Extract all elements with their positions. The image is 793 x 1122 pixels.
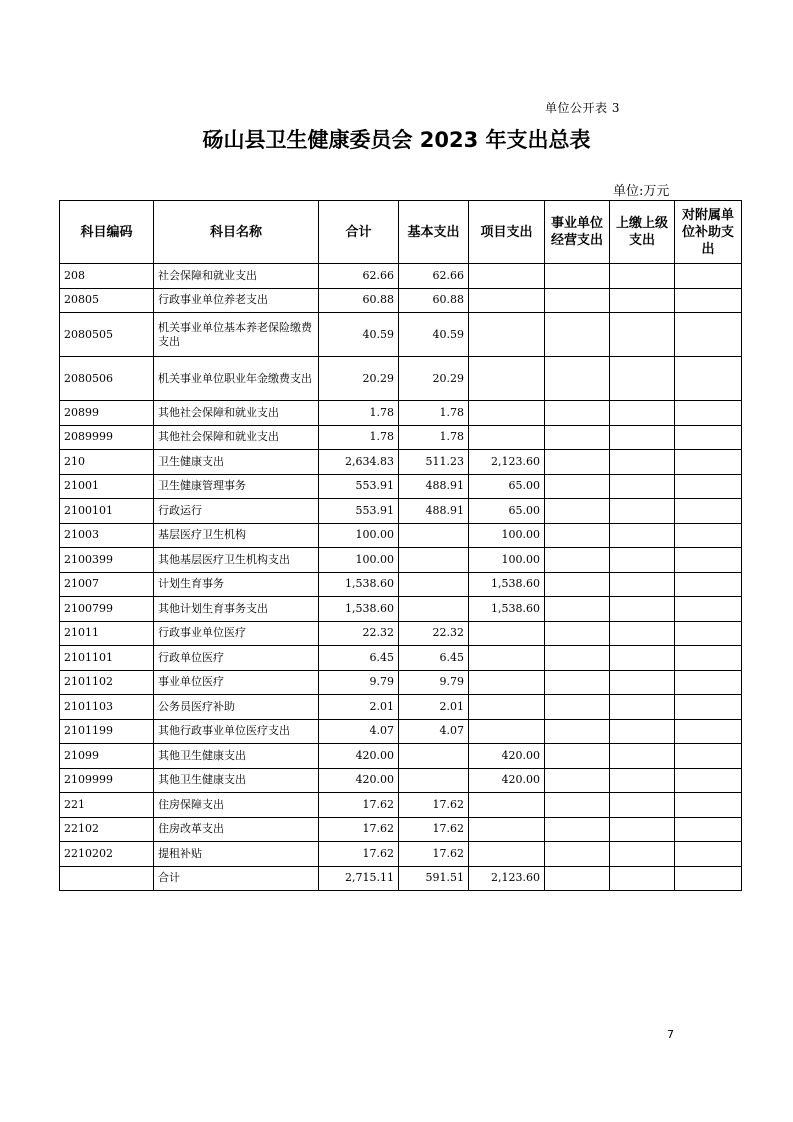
page-title: 砀山县卫生健康委员会 2023 年支出总表 xyxy=(202,128,591,152)
cell-name: 其他行政事业单位医疗支出 xyxy=(154,719,319,744)
cell-project: 65.00 xyxy=(469,474,545,499)
cell-project: 100.00 xyxy=(469,548,545,573)
cell-basic: 17.62 xyxy=(399,793,469,818)
cell-subsidy xyxy=(675,793,742,818)
cell-basic xyxy=(399,744,469,769)
cell-subsidy xyxy=(675,425,742,450)
cell-subsidy xyxy=(675,523,742,548)
cell-code: 2101199 xyxy=(60,719,154,744)
cell-project xyxy=(469,621,545,646)
cell-project: 100.00 xyxy=(469,523,545,548)
cell-subsidy xyxy=(675,817,742,842)
cell-project xyxy=(469,670,545,695)
cell-code: 221 xyxy=(60,793,154,818)
cell-project xyxy=(469,425,545,450)
cell-total: 17.62 xyxy=(319,817,399,842)
cell-operating xyxy=(545,768,610,793)
table-row xyxy=(60,597,742,622)
table-row xyxy=(60,450,742,475)
cell-subsidy xyxy=(675,670,742,695)
cell-basic: 488.91 xyxy=(399,474,469,499)
table-row xyxy=(60,621,742,646)
cell-basic: 62.66 xyxy=(399,264,469,289)
table-row xyxy=(60,793,742,818)
cell-project xyxy=(469,646,545,671)
cell-operating xyxy=(545,670,610,695)
page-number: 7 xyxy=(667,1028,674,1041)
column-header-total: 合计 xyxy=(319,201,399,264)
cell-code: 21007 xyxy=(60,572,154,597)
table-row xyxy=(60,357,742,401)
cell-name: 其他卫生健康支出 xyxy=(154,768,319,793)
cell-operating xyxy=(545,450,610,475)
table-row xyxy=(60,572,742,597)
cell-project: 420.00 xyxy=(469,744,545,769)
cell-subsidy xyxy=(675,357,742,401)
column-header-basic: 基本支出 xyxy=(399,201,469,264)
cell-upper xyxy=(610,264,675,289)
cell-name: 其他社会保障和就业支出 xyxy=(154,425,319,450)
cell-operating xyxy=(545,288,610,313)
column-header-code: 科目编码 xyxy=(60,201,154,264)
cell-code xyxy=(60,866,154,891)
cell-project: 2,123.60 xyxy=(469,866,545,891)
cell-project: 420.00 xyxy=(469,768,545,793)
cell-upper xyxy=(610,499,675,524)
table-row xyxy=(60,670,742,695)
cell-name: 行政事业单位养老支出 xyxy=(154,288,319,313)
cell-operating xyxy=(545,793,610,818)
cell-operating xyxy=(545,357,610,401)
cell-subsidy xyxy=(675,288,742,313)
table-row xyxy=(60,401,742,426)
cell-upper xyxy=(610,793,675,818)
cell-name: 事业单位医疗 xyxy=(154,670,319,695)
cell-name: 住房改革支出 xyxy=(154,817,319,842)
cell-operating xyxy=(545,646,610,671)
cell-code: 21003 xyxy=(60,523,154,548)
cell-name: 其他计划生育事务支出 xyxy=(154,597,319,622)
cell-project xyxy=(469,264,545,289)
cell-basic xyxy=(399,597,469,622)
table-row xyxy=(60,523,742,548)
cell-basic: 22.32 xyxy=(399,621,469,646)
cell-name: 卫生健康支出 xyxy=(154,450,319,475)
column-header-project: 项目支出 xyxy=(469,201,545,264)
cell-upper xyxy=(610,523,675,548)
cell-upper xyxy=(610,866,675,891)
cell-subsidy xyxy=(675,450,742,475)
cell-name: 基层医疗卫生机构 xyxy=(154,523,319,548)
cell-code: 21001 xyxy=(60,474,154,499)
cell-name: 机关事业单位基本养老保险缴费支出 xyxy=(154,313,319,357)
cell-upper xyxy=(610,401,675,426)
unit-label: 单位:万元 xyxy=(613,184,670,199)
cell-basic xyxy=(399,548,469,573)
cell-operating xyxy=(545,572,610,597)
cell-subsidy xyxy=(675,597,742,622)
table-body xyxy=(60,264,742,891)
cell-subsidy xyxy=(675,499,742,524)
cell-project: 65.00 xyxy=(469,499,545,524)
cell-upper xyxy=(610,621,675,646)
cell-basic: 4.07 xyxy=(399,719,469,744)
cell-subsidy xyxy=(675,621,742,646)
cell-code: 208 xyxy=(60,264,154,289)
cell-code: 2101101 xyxy=(60,646,154,671)
cell-operating xyxy=(545,425,610,450)
cell-code: 2080505 xyxy=(60,313,154,357)
cell-project xyxy=(469,793,545,818)
cell-operating xyxy=(545,597,610,622)
cell-code: 20805 xyxy=(60,288,154,313)
cell-code: 22102 xyxy=(60,817,154,842)
table-row xyxy=(60,499,742,524)
cell-operating xyxy=(545,719,610,744)
cell-upper xyxy=(610,548,675,573)
cell-subsidy xyxy=(675,866,742,891)
cell-name: 卫生健康管理事务 xyxy=(154,474,319,499)
cell-code: 2210202 xyxy=(60,842,154,867)
cell-total: 17.62 xyxy=(319,793,399,818)
document-label: 单位公开表 3 xyxy=(545,101,620,115)
cell-total: 420.00 xyxy=(319,744,399,769)
cell-project xyxy=(469,357,545,401)
cell-operating xyxy=(545,548,610,573)
cell-name: 社会保障和就业支出 xyxy=(154,264,319,289)
cell-subsidy xyxy=(675,842,742,867)
cell-code: 2100799 xyxy=(60,597,154,622)
cell-code: 2100399 xyxy=(60,548,154,573)
cell-subsidy xyxy=(675,744,742,769)
cell-upper xyxy=(610,817,675,842)
table-row xyxy=(60,719,742,744)
cell-total: 62.66 xyxy=(319,264,399,289)
cell-total: 20.29 xyxy=(319,357,399,401)
cell-project xyxy=(469,695,545,720)
cell-total: 1,538.60 xyxy=(319,572,399,597)
table-row xyxy=(60,425,742,450)
cell-subsidy xyxy=(675,474,742,499)
cell-upper xyxy=(610,768,675,793)
cell-subsidy xyxy=(675,313,742,357)
cell-operating xyxy=(545,474,610,499)
cell-total: 6.45 xyxy=(319,646,399,671)
cell-total: 9.79 xyxy=(319,670,399,695)
cell-operating xyxy=(545,817,610,842)
table-header-row xyxy=(60,201,742,264)
cell-upper xyxy=(610,572,675,597)
cell-basic xyxy=(399,572,469,597)
cell-subsidy xyxy=(675,719,742,744)
cell-project: 1,538.60 xyxy=(469,597,545,622)
cell-operating xyxy=(545,744,610,769)
cell-name: 住房保障支出 xyxy=(154,793,319,818)
table-row xyxy=(60,548,742,573)
cell-operating xyxy=(545,695,610,720)
cell-basic: 17.62 xyxy=(399,842,469,867)
cell-total: 2.01 xyxy=(319,695,399,720)
cell-total: 100.00 xyxy=(319,548,399,573)
cell-basic: 20.29 xyxy=(399,357,469,401)
cell-subsidy xyxy=(675,768,742,793)
cell-name: 其他卫生健康支出 xyxy=(154,744,319,769)
cell-total: 553.91 xyxy=(319,474,399,499)
cell-total: 40.59 xyxy=(319,313,399,357)
cell-total: 1.78 xyxy=(319,425,399,450)
table-row xyxy=(60,474,742,499)
cell-total: 100.00 xyxy=(319,523,399,548)
cell-subsidy xyxy=(675,646,742,671)
cell-project: 1,538.60 xyxy=(469,572,545,597)
cell-total: 60.88 xyxy=(319,288,399,313)
cell-total: 22.32 xyxy=(319,621,399,646)
cell-total: 553.91 xyxy=(319,499,399,524)
cell-code: 20899 xyxy=(60,401,154,426)
cell-operating xyxy=(545,313,610,357)
cell-name: 合计 xyxy=(154,866,319,891)
cell-operating xyxy=(545,499,610,524)
table-row xyxy=(60,842,742,867)
cell-basic: 1.78 xyxy=(399,425,469,450)
cell-subsidy xyxy=(675,695,742,720)
cell-upper xyxy=(610,842,675,867)
cell-name: 行政事业单位医疗 xyxy=(154,621,319,646)
column-header-upper: 上缴上级支出 xyxy=(610,201,675,264)
cell-operating xyxy=(545,866,610,891)
cell-upper xyxy=(610,719,675,744)
cell-total: 420.00 xyxy=(319,768,399,793)
table-row xyxy=(60,264,742,289)
cell-upper xyxy=(610,288,675,313)
cell-name: 机关事业单位职业年金缴费支出 xyxy=(154,357,319,401)
cell-basic: 6.45 xyxy=(399,646,469,671)
cell-project xyxy=(469,817,545,842)
cell-upper xyxy=(610,450,675,475)
cell-project: 2,123.60 xyxy=(469,450,545,475)
cell-total: 2,715.11 xyxy=(319,866,399,891)
cell-basic: 591.51 xyxy=(399,866,469,891)
cell-name: 行政运行 xyxy=(154,499,319,524)
table-row xyxy=(60,817,742,842)
cell-operating xyxy=(545,842,610,867)
cell-subsidy xyxy=(675,401,742,426)
cell-name: 其他社会保障和就业支出 xyxy=(154,401,319,426)
cell-upper xyxy=(610,670,675,695)
cell-operating xyxy=(545,264,610,289)
cell-project xyxy=(469,288,545,313)
cell-code: 2080506 xyxy=(60,357,154,401)
cell-name: 提租补贴 xyxy=(154,842,319,867)
cell-name: 公务员医疗补助 xyxy=(154,695,319,720)
expense-table xyxy=(59,200,742,891)
cell-code: 2101102 xyxy=(60,670,154,695)
cell-code: 21011 xyxy=(60,621,154,646)
cell-operating xyxy=(545,401,610,426)
cell-total: 2,634.83 xyxy=(319,450,399,475)
table-total-row xyxy=(60,866,742,891)
cell-upper xyxy=(610,646,675,671)
cell-code: 21099 xyxy=(60,744,154,769)
table-row xyxy=(60,288,742,313)
table-row xyxy=(60,695,742,720)
cell-code: 210 xyxy=(60,450,154,475)
table-row xyxy=(60,646,742,671)
column-header-operating: 事业单位经营支出 xyxy=(545,201,610,264)
column-header-name: 科目名称 xyxy=(154,201,319,264)
cell-basic: 60.88 xyxy=(399,288,469,313)
column-header-subsidy: 对附属单位补助支出 xyxy=(675,201,742,264)
cell-total: 1,538.60 xyxy=(319,597,399,622)
cell-name: 行政单位医疗 xyxy=(154,646,319,671)
cell-code: 2109999 xyxy=(60,768,154,793)
cell-subsidy xyxy=(675,548,742,573)
cell-project xyxy=(469,401,545,426)
cell-operating xyxy=(545,523,610,548)
cell-basic: 9.79 xyxy=(399,670,469,695)
cell-basic: 40.59 xyxy=(399,313,469,357)
cell-basic: 17.62 xyxy=(399,817,469,842)
cell-upper xyxy=(610,597,675,622)
cell-code: 2101103 xyxy=(60,695,154,720)
cell-total: 4.07 xyxy=(319,719,399,744)
cell-project xyxy=(469,842,545,867)
cell-name: 其他基层医疗卫生机构支出 xyxy=(154,548,319,573)
cell-total: 1.78 xyxy=(319,401,399,426)
cell-code: 2100101 xyxy=(60,499,154,524)
table-row xyxy=(60,744,742,769)
cell-subsidy xyxy=(675,572,742,597)
cell-upper xyxy=(610,313,675,357)
cell-code: 2089999 xyxy=(60,425,154,450)
cell-total: 17.62 xyxy=(319,842,399,867)
table-row xyxy=(60,313,742,357)
cell-name: 计划生育事务 xyxy=(154,572,319,597)
table-row xyxy=(60,768,742,793)
cell-basic: 1.78 xyxy=(399,401,469,426)
cell-basic: 511.23 xyxy=(399,450,469,475)
cell-upper xyxy=(610,474,675,499)
cell-basic: 488.91 xyxy=(399,499,469,524)
cell-basic xyxy=(399,768,469,793)
cell-operating xyxy=(545,621,610,646)
cell-subsidy xyxy=(675,264,742,289)
cell-upper xyxy=(610,425,675,450)
cell-project xyxy=(469,313,545,357)
cell-basic: 2.01 xyxy=(399,695,469,720)
cell-basic xyxy=(399,523,469,548)
cell-upper xyxy=(610,695,675,720)
cell-upper xyxy=(610,357,675,401)
cell-project xyxy=(469,719,545,744)
cell-upper xyxy=(610,744,675,769)
